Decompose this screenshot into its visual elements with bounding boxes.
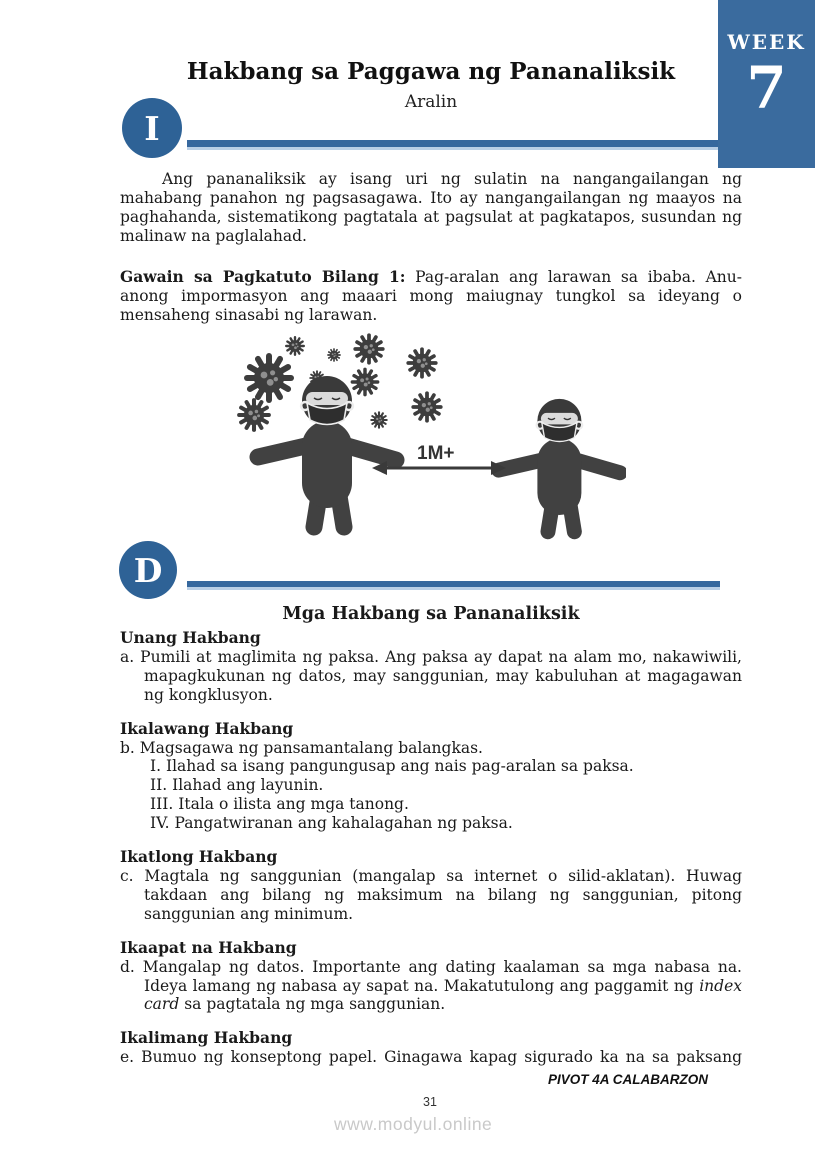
section-i-rule [187,140,718,150]
virus-icon [371,412,386,427]
step-title: Ikalimang Hakbang [120,1028,293,1048]
section-d-badge [119,541,177,599]
step-body-text: d. Mangalap ng datos. Importante ang dating kaalaman sa mga nabasa na. Ideya lamang ng nabasa ay sapat na. Makatutulong ang paggamit ng [120,957,742,995]
social-distancing-illustration [222,333,626,540]
step-subitem: I. Ilahad sa isang pangungusap ang nais pag-aralan sa paksa. [150,757,634,776]
steps-heading: Mga Hakbang sa Pananaliksik [282,604,580,624]
page-number: 31 [423,1095,437,1109]
section-i-badge [122,98,182,158]
step-ikaapat-na-hakbang [120,939,742,1015]
site-watermark: www.modyul.online [334,1114,493,1134]
step-ikalawang-hakbang [120,720,742,833]
step-unang-hakbang [120,629,742,705]
title-block [120,58,742,112]
distance-label: 1M+ [417,443,455,464]
virus-icon [352,369,377,394]
virus-icon [408,349,436,377]
week-number: 7 [746,54,787,122]
step-body-text: sa pagtatala ng mga sanggunian. [179,995,446,1014]
step-ikatlong-hakbang [120,848,742,924]
step-subitem: III. Itala o ilista ang mga tanong. [150,795,409,814]
virus-icon [239,400,269,430]
step-subitem: II. Ilahad ang layunin. [150,776,324,795]
step-body-italic: index card [144,976,742,1014]
activity-label: Gawain sa Pagkatuto Bilang 1: [120,267,406,286]
section-i-letter: I [144,108,160,148]
step-body [120,958,742,1015]
step-title: Unang Hakbang [120,628,261,647]
step-body: e. Bumuo ng konseptong papel. Ginagawa kapag sigurado ka na sa paksang [120,1048,742,1067]
section-d-letter: D [133,550,163,590]
step-title: Ikatlong Hakbang [120,847,278,867]
virus-icon [413,393,441,421]
pivot-brand: PIVOT 4A CALABARZON [547,1072,708,1087]
step-title: Ikalawang Hakbang [120,718,294,738]
steps-list [120,629,742,1067]
person-figure-right [499,399,620,532]
intro-paragraph: Ang pananaliksik ay isang uri ng sulatin na nangangailangan ng mahabang panahon ng pagsasagawa. Ito ay nangangailangan ng maayos na paghahanda, sistematikong pagtatala at pagsulat at pagkatapos, susundan ng malinaw na paglalahad. [120,170,742,245]
step-subitem: IV. Pangatwiranan ang kahalagahan ng paksa. [150,814,513,833]
step-body: a. Pumili at maglimita ng paksa. Ang paksa ay dapat na alam mo, nakawiwili, mapagkukunan ng datos, may sanggunian, may kabuluhan at magagawan ng kongklusyon. [120,647,742,704]
step-body: b. Magsagawa ng pansamantalang balangkas. [120,738,483,757]
step-ikalimang-hakbang [120,1029,742,1067]
virus-icon [328,349,340,361]
virus-icon [247,356,291,400]
section-d-rule [187,581,720,590]
page-title: Hakbang sa Paggawa ng Pananaliksik [186,58,676,85]
activity-instructions [120,268,742,325]
virus-icon [286,337,304,355]
virus-icon [355,335,383,363]
page-subtitle: Aralin [404,92,458,112]
step-title: Ikaapat na Hakbang [120,937,297,957]
activity-text: Pag-aralan ang larawan sa ibaba. Anu-anong impormasyon ang maaari mong maiugnay tungkol sa ideyang o mensaheng sinasabi ng larawan. [120,268,742,324]
step-body: c. Magtala ng sanggunian (mangalap sa internet o silid-aklatan). Huwag takdaan ang bilang ng maksimum na bilang ng sanggunian, pitong sanggunian ang minimum. [120,866,742,923]
week-label: WEEK [727,30,806,54]
